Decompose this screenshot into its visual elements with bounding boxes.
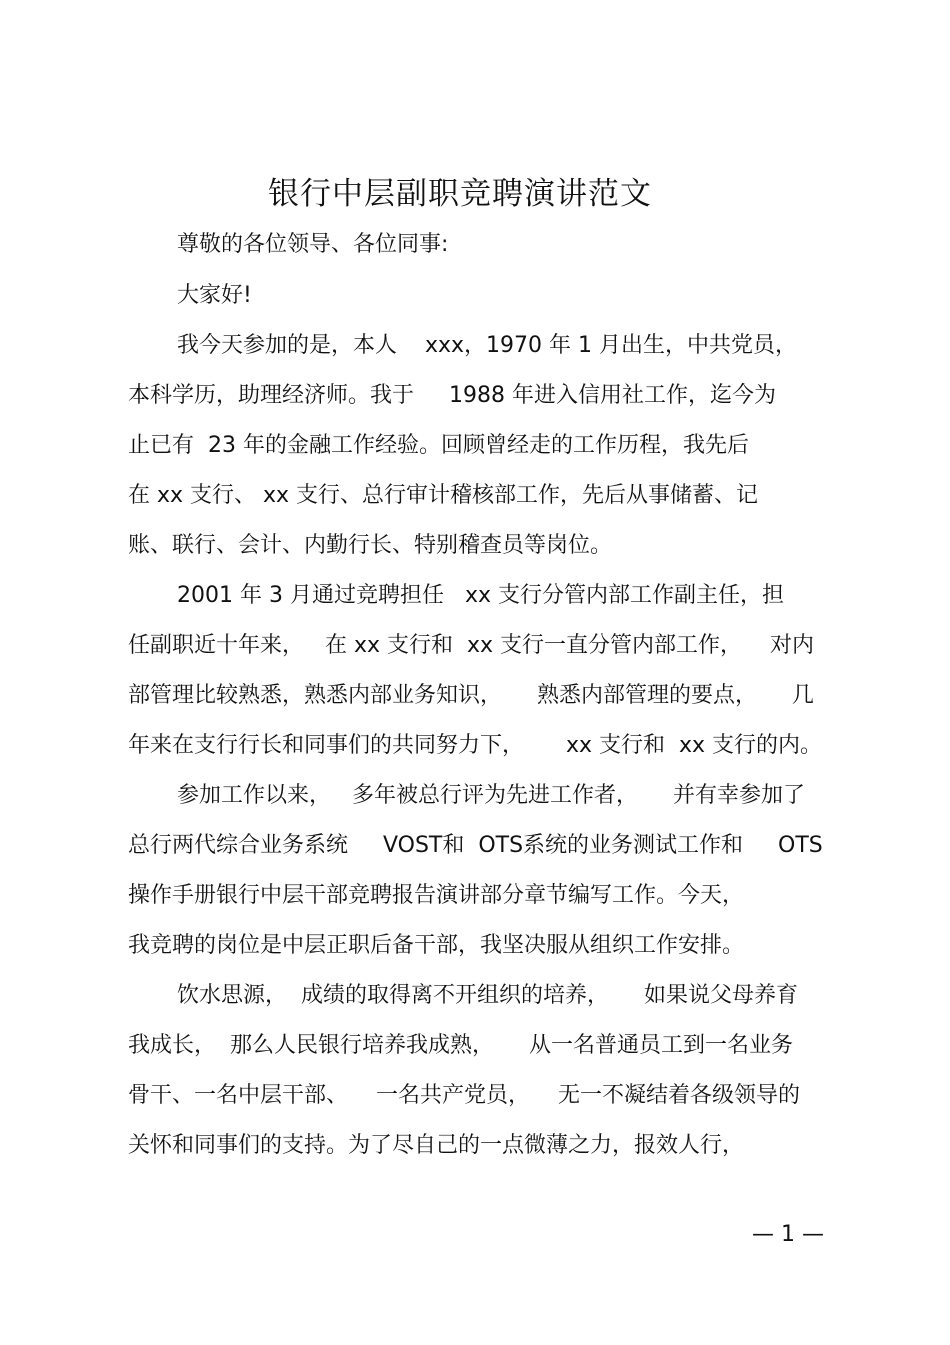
paragraph-line: 我竞聘的岗位是中层正职后备干部，我坚决服从组织工作安排。 [128,933,745,958]
paragraph-line: 止已有 23 年的金融工作经验。回顾曾经走的工作历程，我先后 [128,433,749,458]
paragraph-line: 本科学历，助理经济师。我于 1988 年进入信用社工作，迄今为 [128,383,776,408]
paragraph-line: 总行两代综合业务系统 VOST和 OTS系统的业务测试工作和 OTS [128,833,823,858]
salutation: 尊敬的各位领导、各位同事: [177,232,449,257]
paragraph-line: 年来在支行行长和同事们的共同努力下， xx 支行和 xx 支行的内。 [128,733,823,758]
paragraph-line: 饮水思源， 成绩的取得离不开组织的培养， 如果说父母养育 [177,983,798,1008]
paragraph-line: 我今天参加的是，本人 xxx，1970 年 1 月出生，中共党员， [177,333,797,358]
paragraph-line: 我成长， 那么人民银行培养我成熟， 从一名普通员工到一名业务 [128,1033,793,1058]
paragraph-line: 部管理比较熟悉，熟悉内部业务知识， 熟悉内部管理的要点， 几 [128,683,814,708]
greeting: 大家好! [177,283,252,308]
paragraph-line: 2001 年 3 月通过竞聘担任 xx 支行分管内部工作副主任，担 [177,583,784,608]
paragraph-line: 骨干、一名中层干部、 一名共产党员， 无一不凝结着各级领导的 [128,1083,800,1108]
paragraph-line: 账、联行、会计、内勤行长、特别稽查员等岗位。 [128,533,613,558]
paragraph-line: 任副职近十年来， 在 xx 支行和 xx 支行一直分管内部工作， 对内 [128,633,814,658]
document-title: 银行中层副职竞聘演讲范文 [268,176,652,212]
paragraph-line: 参加工作以来， 多年被总行评为先进工作者， 并有幸参加了 [177,783,805,808]
paragraph-line: 在 xx 支行、 xx 支行、总行审计稽核部工作，先后从事储蓄、记 [128,483,759,508]
paragraph-line: 操作手册银行中层干部竞聘报告演讲部分章节编写工作。今天， [128,883,745,908]
page-number: — 1 — [752,1222,824,1247]
paragraph-line: 关怀和同事们的支持。为了尽自己的一点微薄之力，报效人行， [128,1133,745,1158]
